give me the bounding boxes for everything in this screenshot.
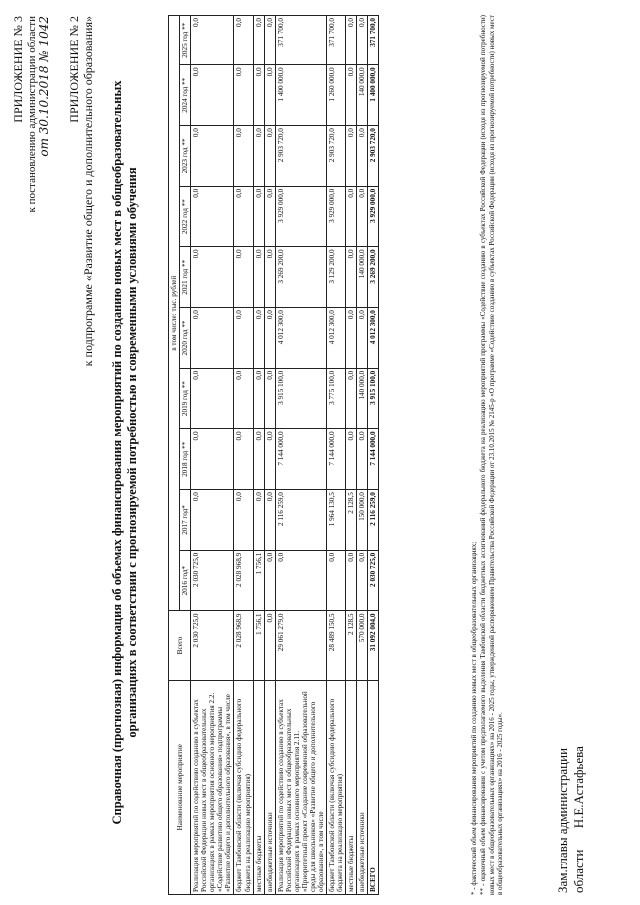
row-name-cell: Реализация мероприятий по содействию созданию в субъектах Российской Федерации новых мест в общеобразовательных организациях в рамках основного мероприятия 2.11. «Приоритетный проект «Создание современной образовательной среды для школьников» «Развитие общего и дополнительного образования», в том числе <box>275 680 326 894</box>
row-year-cell: 4 012 300,0 <box>275 308 326 369</box>
row-year-cell: 371 700,0 <box>275 16 326 65</box>
row-year-cell: 1 756,1 <box>253 550 264 611</box>
row-year-cell: 140 000,0 <box>357 368 368 429</box>
row-year-cell: 0,0 <box>234 490 253 551</box>
row-year-cell: 0,0 <box>253 429 264 490</box>
table-row <box>275 16 326 895</box>
table-row <box>253 16 264 895</box>
row-year-cell: 4 012 300,0 <box>327 308 346 369</box>
header-year: 2022 год ** <box>180 186 191 247</box>
row-year-cell: 4 012 300,0 <box>368 308 379 369</box>
row-year-cell: 3 775 100,0 <box>327 368 346 429</box>
row-year-cell: 0,0 <box>253 126 264 187</box>
row-year-cell: 0,0 <box>191 490 234 551</box>
row-year-cell: 0,0 <box>264 490 275 551</box>
row-name-cell: внебюджетные источники <box>264 680 275 894</box>
row-year-cell: 0,0 <box>191 308 234 369</box>
signature-block <box>555 746 586 893</box>
header-year: 2021 год ** <box>180 247 191 308</box>
row-name-cell: местные бюджеты <box>253 680 264 894</box>
row-year-cell: 0,0 <box>264 16 275 65</box>
row-year-cell: 0,0 <box>346 247 357 308</box>
row-year-cell: 140 000,0 <box>357 247 368 308</box>
row-year-cell: 0,0 <box>234 16 253 65</box>
row-year-cell: 0,0 <box>234 429 253 490</box>
row-total-cell: 29 061 279,0 <box>275 611 326 680</box>
table-total-row <box>368 16 379 895</box>
row-year-cell: 3 929 000,0 <box>368 186 379 247</box>
header-year: 2019 год ** <box>180 368 191 429</box>
row-year-cell: 0,0 <box>264 368 275 429</box>
row-year-cell: 0,0 <box>264 429 275 490</box>
row-year-cell: 0,0 <box>253 490 264 551</box>
appendix-2-number: ПРИЛОЖЕНИЕ № 2 <box>67 16 81 123</box>
signature-position: Зам.главы администрации <box>555 747 570 893</box>
row-year-cell: 2 028 968,9 <box>234 550 253 611</box>
row-name-cell: бюджет Тамбовской области (включая субсидию федерального бюджета на реализацию мероприятия) <box>234 680 253 894</box>
row-year-cell: 7 144 000,0 <box>368 429 379 490</box>
row-year-cell: 0,0 <box>264 308 275 369</box>
row-year-cell: 3 129 200,0 <box>327 247 346 308</box>
row-year-cell: 2 903 720,0 <box>327 126 346 187</box>
document-title <box>110 40 140 865</box>
header-year: 2020 год ** <box>180 308 191 369</box>
row-year-cell: 0,0 <box>327 550 346 611</box>
row-year-cell: 0,0 <box>357 186 368 247</box>
row-year-cell: 0,0 <box>275 550 326 611</box>
row-year-cell: 0,0 <box>346 368 357 429</box>
row-year-cell: 2 030 725,0 <box>368 550 379 611</box>
row-year-cell: 1 964 130,5 <box>327 490 346 551</box>
row-year-cell: 0,0 <box>234 126 253 187</box>
document-title-line-2: организациях в соответствии с прогнозируемой потребностью и современными условиями обучения <box>124 167 139 738</box>
document-title-line-1: Справочная (прогнозная) информация об объемах финансирования мероприятий по созданию новых мест в общеобразовательных <box>110 80 124 825</box>
header-year: 2018 год ** <box>180 429 191 490</box>
header-subgroup: в том числе: тыс. рублей <box>169 16 180 611</box>
table-row <box>346 16 357 895</box>
row-year-cell: 3 929 000,0 <box>275 186 326 247</box>
row-year-cell: 2 116 259,0 <box>368 490 379 551</box>
row-year-cell: 0,0 <box>346 550 357 611</box>
row-year-cell: 0,0 <box>253 247 264 308</box>
row-total-cell: 0,0 <box>264 611 275 680</box>
row-year-cell: 0,0 <box>191 16 234 65</box>
appendix-3-header <box>12 16 52 213</box>
row-year-cell: 3 269 200,0 <box>275 247 326 308</box>
row-total-cell: 28 489 150,5 <box>327 611 346 680</box>
row-year-cell: 2 116 259,0 <box>275 490 326 551</box>
row-year-cell: 371 700,0 <box>368 16 379 65</box>
row-name-cell: местные бюджеты <box>346 680 357 894</box>
row-year-cell: 0,0 <box>253 368 264 429</box>
row-year-cell: 0,0 <box>234 368 253 429</box>
row-total-cell: 2 030 725,0 <box>191 611 234 680</box>
appendix-2-header <box>68 16 96 366</box>
row-year-cell: 2 903 720,0 <box>275 126 326 187</box>
row-year-cell: 140 000,0 <box>357 65 368 126</box>
table-row <box>234 16 253 895</box>
row-total-cell: 570 000,0 <box>357 611 368 680</box>
row-year-cell: 0,0 <box>264 65 275 126</box>
footnote: * - фактический объем финансирования мероприятий по созданию новых мест в общеобразовательных организациях; <box>470 541 478 895</box>
header-name-column: Наименование мероприятие <box>169 680 191 894</box>
row-year-cell: 150 000,0 <box>357 490 368 551</box>
row-year-cell: 0,0 <box>253 16 264 65</box>
header-year: 2024 год ** <box>180 65 191 126</box>
signature-name: Н.Е.Астафьева <box>570 746 586 829</box>
row-year-cell: 0,0 <box>346 65 357 126</box>
row-year-cell: 0,0 <box>346 16 357 65</box>
row-year-cell: 0,0 <box>234 308 253 369</box>
row-year-cell: 0,0 <box>264 186 275 247</box>
header-year: 2025 год ** <box>180 16 191 65</box>
row-year-cell: 0,0 <box>357 308 368 369</box>
row-year-cell: 0,0 <box>253 308 264 369</box>
row-year-cell: 371 700,0 <box>327 16 346 65</box>
row-year-cell: 0,0 <box>264 247 275 308</box>
row-year-cell: 0,0 <box>264 550 275 611</box>
appendix-2-reference: к подпрограмме «Развитие общего и дополнительного образования» <box>80 16 95 367</box>
row-year-cell: 0,0 <box>264 126 275 187</box>
row-year-cell: 1 400 000,0 <box>275 65 326 126</box>
row-name-cell: бюджет Тамбовской области (включая субсидию федерального бюджета на реализацию мероприятия) <box>327 680 346 894</box>
row-year-cell: 0,0 <box>191 65 234 126</box>
row-year-cell: 3 915 100,0 <box>275 368 326 429</box>
row-year-cell: 0,0 <box>191 429 234 490</box>
row-year-cell: 3 915 100,0 <box>368 368 379 429</box>
footnote: ** - оценочный объем финансирования с учетом предполагаемого выделения Тамбовской области бюджетных ассигнований федерального бюджета на реализацию мероприятий программы «Содействие созданию в субъектах Российской Федерации (исходя из прогнозируемой потребности) новых мест в общеобразовательных организациях» на 2016 - 2025 годы, утвержденной распоряжением Правительства Российской Федерации от 23.10.2015 № 2145-р «О программе «Содействие созданию в субъектах Российской Федерации (исходя из прогнозируемой потребности) новых мест в общеобразовательных организациях» на 2016 - 2025 годы». <box>479 15 505 895</box>
row-year-cell: 0,0 <box>346 186 357 247</box>
row-year-cell: 0,0 <box>191 186 234 247</box>
row-total-cell: 2 028 968,9 <box>234 611 253 680</box>
row-year-cell: 1 400 000,0 <box>368 65 379 126</box>
row-year-cell: 0,0 <box>346 126 357 187</box>
appendix-3-reference: к постановлению администрации области <box>25 16 38 213</box>
financing-table-container <box>168 15 379 895</box>
row-year-cell: 0,0 <box>357 126 368 187</box>
header-year: 2023 год ** <box>180 126 191 187</box>
header-year: 2016 год* <box>180 550 191 611</box>
row-year-cell: 3 269 200,0 <box>368 247 379 308</box>
row-year-cell: 7 144 000,0 <box>327 429 346 490</box>
row-year-cell: 0,0 <box>253 65 264 126</box>
row-year-cell: 0,0 <box>357 429 368 490</box>
row-year-cell: 2 128,5 <box>346 490 357 551</box>
row-year-cell: 0,0 <box>346 308 357 369</box>
table-row <box>264 16 275 895</box>
row-year-cell: 0,0 <box>234 247 253 308</box>
row-name-cell: внебюджетные источники <box>357 680 368 894</box>
row-total-cell: 1 756,1 <box>253 611 264 680</box>
table-row <box>327 16 346 895</box>
row-year-cell: 0,0 <box>191 126 234 187</box>
row-year-cell: 0,0 <box>234 65 253 126</box>
row-year-cell: 0,0 <box>346 429 357 490</box>
row-year-cell: 0,0 <box>234 186 253 247</box>
row-year-cell: 1 260 000,0 <box>327 65 346 126</box>
table-row <box>191 16 234 895</box>
row-year-cell: 0,0 <box>357 550 368 611</box>
row-year-cell: 0,0 <box>191 368 234 429</box>
row-year-cell: 3 929 000,0 <box>327 186 346 247</box>
appendix-3-handwritten-date: от 30.10.2018 № 1042 <box>37 16 52 157</box>
financing-table <box>168 15 379 895</box>
footnotes <box>470 15 506 895</box>
row-name-cell: ВСЕГО <box>368 680 379 894</box>
table-row <box>357 16 368 895</box>
table-body <box>191 16 379 895</box>
header-year: 2017 год* <box>180 490 191 551</box>
appendix-3-number: ПРИЛОЖЕНИЕ № 3 <box>11 16 25 123</box>
row-total-cell: 2 128,5 <box>346 611 357 680</box>
row-year-cell: 0,0 <box>253 186 264 247</box>
row-year-cell: 0,0 <box>357 16 368 65</box>
signature-position-cont: области <box>570 849 586 893</box>
row-total-cell: 31 092 004,0 <box>368 611 379 680</box>
header-total-column: Всего <box>169 611 191 680</box>
row-year-cell: 2 030 725,0 <box>191 550 234 611</box>
row-year-cell: 0,0 <box>191 247 234 308</box>
row-name-cell: Реализация мероприятий по содействию созданию в субъектах Российской Федерации новых мест в общеобразовательных организациях в рамках мероприятия основного мероприятия 2.2. «Содействие развитию общего образования» подпрограммы «Развитие общего и дополнительного образования», в том числе <box>191 680 234 894</box>
row-year-cell: 2 903 720,0 <box>368 126 379 187</box>
row-year-cell: 7 144 000,0 <box>275 429 326 490</box>
